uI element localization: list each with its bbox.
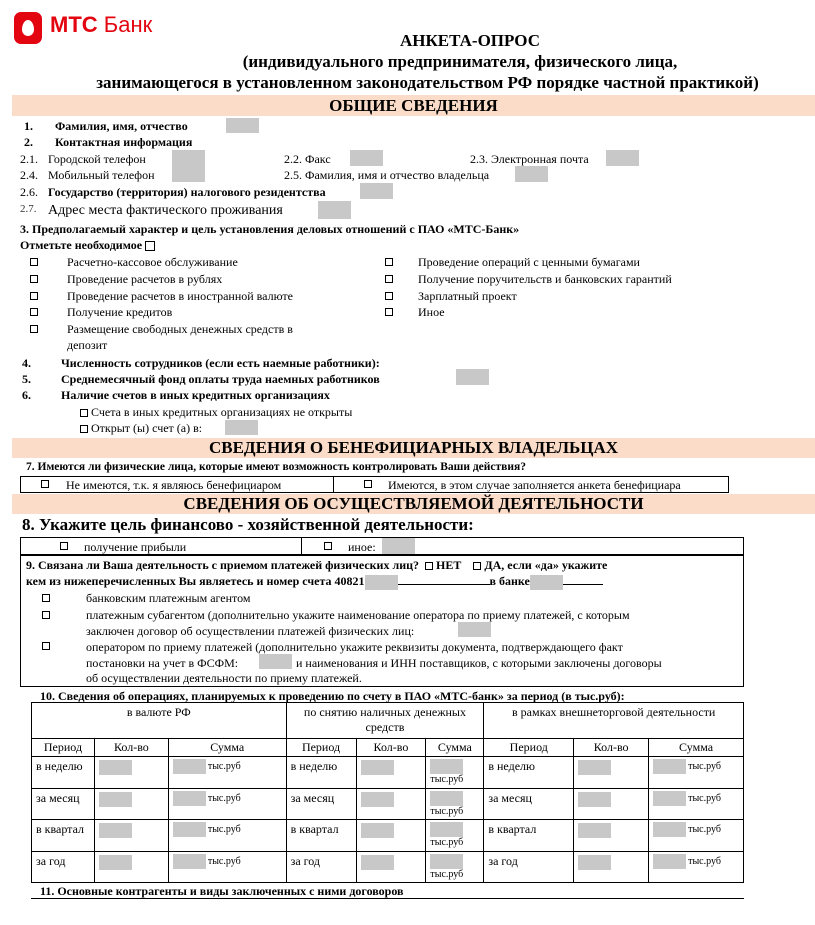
q11-label: 11. Основные контрагенты и виды заключенных с ними договоров [40,884,404,898]
count-field[interactable] [99,792,132,807]
account-number-field[interactable] [365,575,398,590]
q9-checkbox-agent[interactable] [42,594,50,602]
q5-number: 5. [22,372,31,386]
sum-field[interactable] [430,854,463,869]
sum-field[interactable] [653,854,686,869]
count-field[interactable] [578,792,611,807]
count-cell [94,852,168,883]
q23-label: 2.3. Электронная почта [470,152,589,166]
period-cell: в неделю [484,757,574,789]
q9-checkbox-subagent[interactable] [42,611,50,619]
period-cell: за месяц [286,789,356,820]
count-field[interactable] [578,855,611,870]
period-cell: в квартал [32,820,95,852]
bank-name-field[interactable] [530,575,563,590]
table-row [32,789,744,820]
count-field[interactable] [361,823,394,838]
fax-field[interactable] [350,150,383,166]
section-general-header: ОБЩИЕ СВЕДЕНИЯ [12,95,815,116]
count-cell [574,757,649,789]
mobile-phone-field[interactable] [172,166,205,182]
count-cell [574,789,649,820]
checked-checkbox-icon [145,241,155,251]
q5-label: Среднемесячный фонд оплаты труда наемных работников [61,372,380,386]
unit-label: тыс.руб [688,792,721,804]
purpose-checkbox-guarantees[interactable] [385,275,393,283]
count-cell [356,789,426,820]
q1-number: 1. [24,119,33,133]
sum-cell [649,852,744,883]
sum-cell [168,820,286,852]
group-rub-header: в валюте РФ [32,703,287,739]
q6-label: Наличие счетов в иных кредитных организациях [61,388,330,402]
form-subtitle-2: занимающегося в установленном законодательством РФ порядке частной практикой) [96,73,759,92]
period-cell: за месяц [32,789,95,820]
column-header: Кол-во [94,739,168,757]
column-header: Период [484,739,574,757]
checkbox-icon [80,409,88,417]
count-cell [94,820,168,852]
q1-label: Фамилия, имя, отчество [55,119,188,133]
sum-field[interactable] [653,822,686,837]
count-cell [94,789,168,820]
count-field[interactable] [361,792,394,807]
q3-label: 3. Предполагаемый характер и цель установления деловых отношений с ПАО «МТС-Банк» [20,222,520,236]
period-cell: в квартал [484,820,574,852]
unit-label: тыс.руб [207,855,241,867]
checkbox-icon [80,425,88,433]
purpose-checkbox-securities[interactable] [385,258,393,266]
sum-cell [649,820,744,852]
q26-number: 2.6. [20,185,38,199]
q27-number: 2.7. [20,203,37,215]
purpose-option-label: Проведение расчетов в иностранной валюте [67,289,293,303]
operator-name-field[interactable] [458,622,491,637]
q9-option-operator-cont2: и наименования и ИНН поставщиков, с которыми заключены договоры [296,656,662,670]
count-field[interactable] [99,823,132,838]
purpose-checkbox-other[interactable] [385,308,393,316]
unit-label: тыс.руб [688,760,721,772]
q9-option-operator: оператором по приему платежей (дополнительно укажите реквизиты документа, подтверждающего факт [86,640,623,654]
q21-label: Городской телефон [48,152,146,166]
count-cell [356,820,426,852]
group-cash-header: по снятию наличных денежных средств [286,703,484,739]
q9-checkbox-yes[interactable] [473,562,481,570]
q3-hint: Отметьте необходимое [20,238,155,253]
sum-field[interactable] [173,759,206,774]
tax-residency-field[interactable] [360,183,393,199]
q9-question: 9. Связана ли Ваша деятельность с приемом платежей физических лиц? НЕТ ДА, если «да» укажите [26,558,608,572]
unit-label: тыс.руб [207,823,241,835]
other-banks-field[interactable] [225,420,258,435]
q8-label: 8. Укажите цель финансово - хозяйственной деятельности: [22,515,474,534]
payroll-field[interactable] [456,369,489,385]
sum-field[interactable] [173,822,206,837]
sum-cell [649,757,744,789]
operations-table [31,702,744,883]
section-beneficial-header: СВЕДЕНИЯ О БЕНЕФИЦИАРНЫХ ВЛАДЕЛЬЦАХ [12,438,815,458]
q8-checkbox-profit[interactable] [60,542,68,550]
sum-cell [168,852,286,883]
sum-cell [426,789,484,820]
table-row [32,852,744,883]
purpose-checkbox-rub[interactable] [30,275,38,283]
purpose-option-label: Проведение расчетов в рублях [67,272,223,286]
sum-field[interactable] [430,822,463,837]
unit-label: тыс.руб [430,774,464,785]
form-subtitle-1: (индивидуального предпринимателя, физического лица, [242,52,678,71]
city-phone-field[interactable] [172,150,205,166]
q27-label: Адрес места фактического проживания [48,203,283,218]
sum-cell [649,789,744,820]
q4-number: 4. [22,356,31,370]
address-field[interactable] [318,201,351,219]
q7-checkbox-exists[interactable] [364,480,372,488]
q7-checkbox-none[interactable] [41,480,49,488]
form-title: АНКЕТА-ОПРОС [399,31,541,50]
count-field[interactable] [578,823,611,838]
purpose-option-label: Размещение свободных денежных средств в [67,322,293,336]
unit-label: тыс.руб [688,855,721,867]
column-header: Сумма [426,739,484,757]
column-header: Период [286,739,356,757]
q8-option-profit: получение прибыли [84,540,187,554]
sum-cell [426,820,484,852]
q7-label: 7. Имеются ли физические лица, которые имеют возможность контролировать Ваши действия? [26,461,526,473]
q8-options-box [20,537,744,555]
count-field[interactable] [99,760,132,775]
q9-option-operator-cont3: об осуществлении деятельности по приему платежей. [86,671,362,685]
sum-field[interactable] [173,791,206,806]
q8-other-field[interactable] [382,538,415,554]
purpose-option-label: Зарплатный проект [418,289,517,303]
column-header: Сумма [168,739,286,757]
purpose-option-label: Расчетно-кассовое обслуживание [67,255,238,269]
q9-checkbox-no[interactable] [425,562,433,570]
unit-label: тыс.руб [430,806,464,817]
sum-field[interactable] [430,759,463,774]
q24-number: 2.4. [20,168,38,182]
q9-option-subagent-cont: заключен договор об осуществлении платежей физических лиц: [86,624,415,638]
period-cell: за год [484,852,574,883]
q6-number: 6. [22,388,31,402]
fsfm-field[interactable] [259,654,292,669]
q9-option-subagent: платежным субагентом (дополнительно укажите наименование оператора по приему платежей, с которым [86,608,630,622]
period-cell: за месяц [484,789,574,820]
unit-label: тыс.руб [688,823,721,835]
count-field[interactable] [99,855,132,870]
q9-checkbox-operator[interactable] [42,642,50,650]
count-cell [94,757,168,789]
q10-label: 10. Сведения об операциях, планируемых к проведению по счету в ПАО «МТС-банк» за период (в тыс.руб): [40,689,625,703]
count-cell [356,852,426,883]
purpose-checkbox-fx[interactable] [30,292,38,300]
purpose-checkbox-credit[interactable] [30,308,38,316]
unit-label: тыс.руб [207,760,241,772]
q9-option-operator-cont: постановки на учет в ФСФМ: [86,656,239,670]
column-header: Сумма [649,739,744,757]
count-field[interactable] [361,760,394,775]
sum-cell [168,757,286,789]
sum-cell [426,852,484,883]
mts-logo-icon [14,12,42,44]
period-cell: в квартал [286,820,356,852]
purpose-checkbox-rko[interactable] [30,258,38,266]
column-header: Период [32,739,95,757]
purpose-checkbox-salary[interactable] [385,292,393,300]
q9-option-agent: банковским платежным агентом [86,591,251,605]
unit-label: тыс.руб [430,837,464,848]
q2-number: 2. [24,135,33,149]
fio-field[interactable] [226,118,259,133]
email-field[interactable] [606,150,639,166]
q6-option-none[interactable]: Счета в иных кредитных организациях не открыты [80,405,352,420]
group-foreign-header: в рамках внешнеторговой деятельности [484,703,744,739]
q22-label: 2.2. Факс [284,152,331,166]
sum-field[interactable] [653,759,686,774]
q4-label: Численность сотрудников (если есть наемные работники): [61,356,380,370]
period-cell: за год [32,852,95,883]
sum-field[interactable] [430,791,463,806]
purpose-option-label: Получение кредитов [67,305,173,319]
period-cell: в неделю [32,757,95,789]
purpose-checkbox-deposit[interactable] [30,325,38,333]
section-activity-header: СВЕДЕНИЯ ОБ ОСУЩЕСТВЛЯЕМОЙ ДЕЯТЕЛЬНОСТИ [12,494,815,514]
purpose-option-label-cont: депозит [67,338,108,352]
count-field[interactable] [361,855,394,870]
q7-option-exists: Имеются, в этом случае заполняется анкета бенефициара [388,478,681,492]
sum-field[interactable] [653,791,686,806]
q11-divider [31,898,744,899]
period-cell: за год [286,852,356,883]
column-header: Кол-во [356,739,426,757]
q7-option-none: Не имеются, т.к. я являюсь бенефициаром [66,478,282,492]
unit-label: тыс.руб [430,869,464,880]
q9-account-line: кем из нижеперечисленных Вы являетесь и номер счета 40821 в банке [26,574,603,590]
unit-label: тыс.руб [207,792,241,804]
purpose-option-label: Проведение операций с ценными бумагами [418,255,640,269]
q7-options-box [20,476,729,493]
column-header: Кол-во [574,739,649,757]
q26-label: Государство (территория) налогового резидентства [48,185,326,199]
q8-checkbox-other[interactable] [324,542,332,550]
q24-label: Мобильный телефон [48,168,155,182]
q21-number: 2.1. [20,152,38,166]
count-field[interactable] [578,760,611,775]
bank-logo-text: МТС Банк [50,12,153,37]
q8-option-other: иное: [348,540,376,554]
q2-label: Контактная информация [55,135,193,149]
purpose-option-label: Иное [418,305,445,319]
phone-owner-field[interactable] [515,166,548,182]
sum-field[interactable] [173,854,206,869]
q25-label: 2.5. Фамилия, имя и отчество владельца [284,168,490,182]
count-cell [574,820,649,852]
sum-cell [168,789,286,820]
table-row [32,820,744,852]
period-cell: в неделю [286,757,356,789]
count-cell [574,852,649,883]
q6-option-opened[interactable]: Открыт (ы) счет (а) в: [80,421,202,436]
sum-cell [426,757,484,789]
table-row [32,757,744,789]
purpose-option-label: Получение поручительств и банковских гарантий [418,272,672,286]
count-cell [356,757,426,789]
